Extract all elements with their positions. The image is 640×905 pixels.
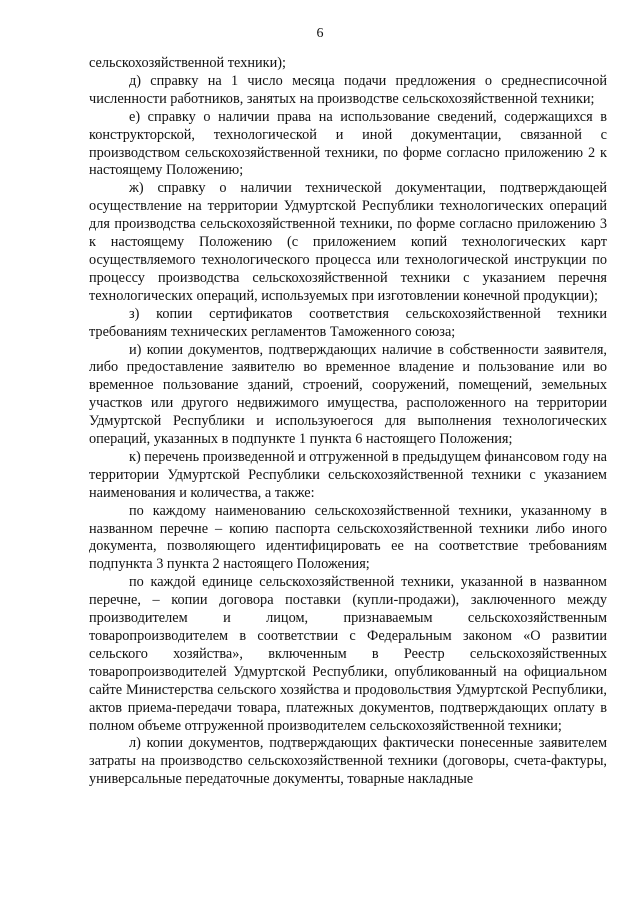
paragraph-continuation: сельскохозяйственной техники); [89,55,286,71]
page-number: 6 [316,26,324,41]
paragraph-k-item-1: по каждому наименованию сельскохозяйственной техники, указанному в названном перечне – копию паспорта сельскохозяйственной техники либо иного документа, позволяющего идентифицировать ее на соответствие требованиям подпункта 3 пункта 2 настоящего Положения; [89,502,607,573]
paragraph-k-item-2: по каждой единице сельскохозяйственной техники, указанной в названном перечне, – копии договора поставки (купли-продажи), заключенного между производителем и лицом, признаваемым сельскохозяйственным товаропроизводителем в соответствии с Федеральным законом «О развитии сельского хозяйства», включенным в Реестр сельскохозяйственных товаропроизводителей Удмуртской Республики, опубликованный на официальном сайте Министерства сельского хозяйства и продовольствия Удмуртской Республики, актов приема-передачи товара, платежных документов, подтверждающих оплату в полном объеме отгруженной производителем сельскохозяйственной техники; [89,574,607,734]
paragraph-e: е) справку о наличии права на использование сведений, содержащихся в конструкторской, технологической и иной документации, связанной с производством сельскохозяйственной техники, по форме согласно приложению 2 к настоящему Положению; [89,108,607,179]
paragraph-l: л) копии документов, подтверждающих фактически понесенные заявителем затраты на производство сельскохозяйственной техники (договоры, счета-фактуры, универсальные передаточные документы, товарные накладные [89,735,607,788]
paragraph-zh: ж) справку о наличии технической документации, подтверждающей осуществление на территории Удмуртской Республики технологических операций для производства сельскохозяйственной техники, по форме согласно приложению 3 к настоящему Положению (с приложением копий технологических карт осуществляемого технологического процесса или технологической инструкции по процессу производства сельскохозяйственной техники с указанием перечня технологических операций, используемых при изготовлении конечной продукции); [89,180,607,304]
paragraph-i: и) копии документов, подтверждающих наличие в собственности заявителя, либо предоставление заявителю во временное владение и пользование или во временное пользование зданий, строений, сооружений, помещений, земельных участков или другого недвижимого имущества, расположенного на территории Удмуртской Республики и используюегося для выполнения технологических операций, указанных в подпункте 1 пункта 6 настоящего Положения; [89,341,607,448]
paragraph-z: з) копии сертификатов соответствия сельскохозяйственной техники требованиям технических регламентов Таможенного союза; [89,305,607,340]
paragraph-k: к) перечень произведенной и отгруженной в предыдущем финансовом году на территории Удмуртской Республики сельскохозяйственной техники с указанием наименования и количества, а также: [89,448,607,501]
paragraph-d: д) справку на 1 число месяца подачи предложения о среднесписочной численности работников, занятых на производстве сельскохозяйственной техники; [89,72,607,107]
document-body [89,55,607,789]
